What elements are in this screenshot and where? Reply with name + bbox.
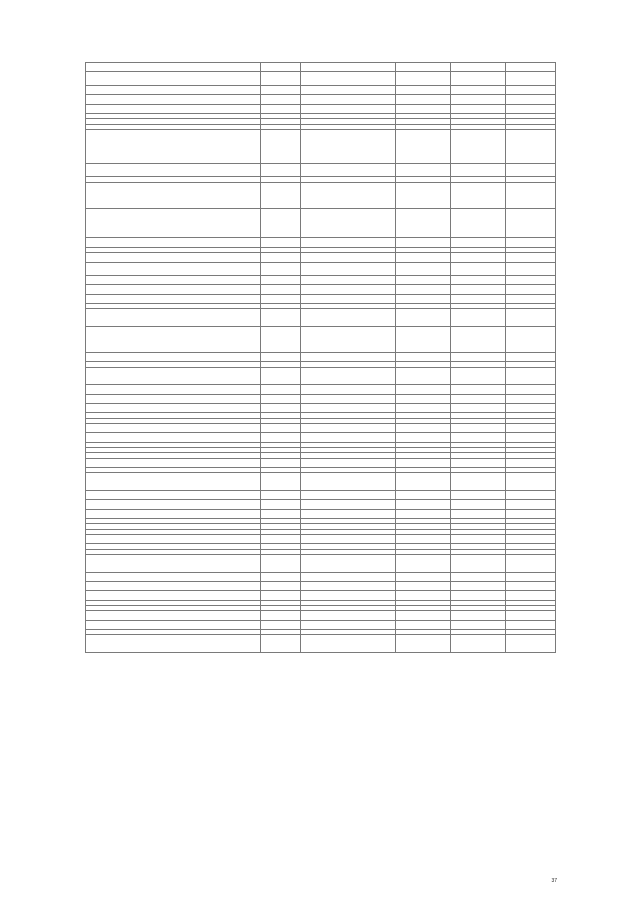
row-amount-remaining-cell	[506, 208, 556, 238]
row-name-cell	[86, 385, 261, 394]
row-amount-planned-cell	[396, 352, 451, 361]
row-amount-executed-cell	[451, 620, 506, 629]
row-amount-planned-cell	[396, 554, 451, 572]
row-code-cell	[261, 591, 301, 600]
row-amount-executed-cell	[451, 423, 506, 432]
row-amount-executed-cell	[451, 458, 506, 467]
row-code-cell	[261, 620, 301, 629]
row-classification-code-cell	[301, 611, 396, 620]
table-row	[86, 620, 556, 629]
row-name-cell	[86, 581, 261, 590]
row-name-cell	[86, 403, 261, 412]
row-amount-executed-cell	[451, 554, 506, 572]
row-classification-code-cell	[301, 327, 396, 353]
row-amount-remaining-cell	[506, 611, 556, 620]
table-row	[86, 285, 556, 294]
row-amount-remaining-cell	[506, 182, 556, 208]
row-name-cell	[86, 620, 261, 629]
row-amount-executed-cell	[451, 129, 506, 163]
row-name-cell	[86, 182, 261, 208]
table-row	[86, 473, 556, 491]
row-classification-code-cell	[301, 403, 396, 412]
row-code-cell	[261, 95, 301, 104]
row-classification-code-cell	[301, 620, 396, 629]
row-classification-code-cell	[301, 509, 396, 518]
table-row	[86, 635, 556, 653]
row-classification-code-cell	[301, 534, 396, 543]
row-amount-planned-cell	[396, 85, 451, 94]
row-code-cell	[261, 490, 301, 499]
row-amount-planned-cell	[396, 534, 451, 543]
row-amount-remaining-cell	[506, 403, 556, 412]
row-amount-remaining-cell	[506, 285, 556, 294]
row-amount-remaining-cell	[506, 572, 556, 581]
row-classification-code-cell	[301, 276, 396, 285]
table-row	[86, 352, 556, 361]
table-row	[86, 208, 556, 238]
table-row	[86, 500, 556, 509]
row-code-cell	[261, 403, 301, 412]
table-row	[86, 253, 556, 262]
row-name-cell	[86, 104, 261, 113]
row-amount-planned-cell	[396, 423, 451, 432]
row-amount-planned-cell	[396, 163, 451, 177]
row-code-cell	[261, 208, 301, 238]
row-amount-executed-cell	[451, 385, 506, 394]
row-amount-executed-cell	[451, 104, 506, 113]
row-code-cell	[261, 367, 301, 385]
table-row	[86, 509, 556, 518]
row-amount-planned-cell	[396, 262, 451, 276]
row-code-cell	[261, 276, 301, 285]
row-classification-code-cell	[301, 591, 396, 600]
row-code-cell	[261, 253, 301, 262]
row-classification-code-cell	[301, 490, 396, 499]
row-amount-remaining-cell	[506, 473, 556, 491]
row-amount-planned-cell	[396, 72, 451, 86]
table-row	[86, 104, 556, 113]
row-name-cell	[86, 611, 261, 620]
row-amount-planned-cell	[396, 394, 451, 403]
row-classification-code-cell	[301, 554, 396, 572]
row-name-cell	[86, 458, 261, 467]
row-amount-remaining-cell	[506, 581, 556, 590]
row-amount-planned-cell	[396, 129, 451, 163]
table-row	[86, 534, 556, 543]
row-code-cell	[261, 385, 301, 394]
row-name-cell	[86, 591, 261, 600]
row-amount-planned-cell	[396, 611, 451, 620]
row-name-cell	[86, 72, 261, 86]
row-name-cell	[86, 238, 261, 247]
row-amount-remaining-cell	[506, 352, 556, 361]
row-name-cell	[86, 95, 261, 104]
row-amount-planned-cell	[396, 509, 451, 518]
row-amount-planned-cell	[396, 458, 451, 467]
row-name-cell	[86, 490, 261, 499]
row-amount-executed-cell	[451, 635, 506, 653]
table-row	[86, 276, 556, 285]
table-row	[86, 262, 556, 276]
row-amount-executed-cell	[451, 253, 506, 262]
row-amount-remaining-cell	[506, 635, 556, 653]
row-amount-remaining-cell	[506, 63, 556, 72]
row-amount-executed-cell	[451, 262, 506, 276]
row-amount-executed-cell	[451, 394, 506, 403]
row-amount-remaining-cell	[506, 238, 556, 247]
row-classification-code-cell	[301, 104, 396, 113]
row-classification-code-cell	[301, 458, 396, 467]
row-classification-code-cell	[301, 129, 396, 163]
row-amount-executed-cell	[451, 490, 506, 499]
row-classification-code-cell	[301, 635, 396, 653]
table-row	[86, 394, 556, 403]
row-amount-remaining-cell	[506, 276, 556, 285]
row-amount-remaining-cell	[506, 490, 556, 499]
row-code-cell	[261, 72, 301, 86]
row-amount-planned-cell	[396, 367, 451, 385]
row-amount-executed-cell	[451, 72, 506, 86]
row-amount-remaining-cell	[506, 458, 556, 467]
table-row	[86, 63, 556, 72]
row-amount-remaining-cell	[506, 433, 556, 442]
table-row	[86, 458, 556, 467]
table-row	[86, 95, 556, 104]
table-row	[86, 554, 556, 572]
row-amount-executed-cell	[451, 208, 506, 238]
row-amount-remaining-cell	[506, 309, 556, 327]
row-name-cell	[86, 294, 261, 303]
table-row	[86, 294, 556, 303]
row-code-cell	[261, 63, 301, 72]
table-row	[86, 423, 556, 432]
row-amount-remaining-cell	[506, 500, 556, 509]
row-amount-remaining-cell	[506, 262, 556, 276]
row-code-cell	[261, 423, 301, 432]
row-amount-remaining-cell	[506, 509, 556, 518]
table-row	[86, 72, 556, 86]
row-amount-planned-cell	[396, 385, 451, 394]
row-code-cell	[261, 500, 301, 509]
row-name-cell	[86, 276, 261, 285]
row-classification-code-cell	[301, 262, 396, 276]
row-code-cell	[261, 554, 301, 572]
row-amount-executed-cell	[451, 367, 506, 385]
row-name-cell	[86, 367, 261, 385]
row-name-cell	[86, 327, 261, 353]
row-code-cell	[261, 581, 301, 590]
row-name-cell	[86, 129, 261, 163]
row-amount-executed-cell	[451, 238, 506, 247]
row-amount-remaining-cell	[506, 294, 556, 303]
row-amount-remaining-cell	[506, 327, 556, 353]
row-amount-planned-cell	[396, 253, 451, 262]
row-classification-code-cell	[301, 394, 396, 403]
row-name-cell	[86, 309, 261, 327]
row-amount-remaining-cell	[506, 534, 556, 543]
row-classification-code-cell	[301, 473, 396, 491]
page-number: 37	[551, 878, 557, 884]
row-code-cell	[261, 509, 301, 518]
row-name-cell	[86, 572, 261, 581]
row-amount-executed-cell	[451, 591, 506, 600]
row-amount-planned-cell	[396, 433, 451, 442]
row-amount-executed-cell	[451, 276, 506, 285]
row-classification-code-cell	[301, 309, 396, 327]
row-code-cell	[261, 309, 301, 327]
row-amount-executed-cell	[451, 95, 506, 104]
row-classification-code-cell	[301, 238, 396, 247]
row-code-cell	[261, 238, 301, 247]
row-name-cell	[86, 433, 261, 442]
row-classification-code-cell	[301, 72, 396, 86]
row-code-cell	[261, 327, 301, 353]
row-amount-executed-cell	[451, 403, 506, 412]
row-name-cell	[86, 554, 261, 572]
row-classification-code-cell	[301, 208, 396, 238]
table-row	[86, 85, 556, 94]
table-row	[86, 129, 556, 163]
row-amount-remaining-cell	[506, 129, 556, 163]
row-amount-planned-cell	[396, 182, 451, 208]
row-classification-code-cell	[301, 63, 396, 72]
row-amount-planned-cell	[396, 500, 451, 509]
row-classification-code-cell	[301, 85, 396, 94]
row-amount-executed-cell	[451, 509, 506, 518]
budget-table-body	[86, 63, 556, 653]
row-name-cell	[86, 394, 261, 403]
row-classification-code-cell	[301, 581, 396, 590]
row-classification-code-cell	[301, 423, 396, 432]
row-name-cell	[86, 63, 261, 72]
row-amount-remaining-cell	[506, 367, 556, 385]
row-classification-code-cell	[301, 182, 396, 208]
table-row	[86, 327, 556, 353]
table-row	[86, 385, 556, 394]
row-amount-remaining-cell	[506, 72, 556, 86]
row-code-cell	[261, 182, 301, 208]
budget-table	[85, 62, 556, 653]
row-classification-code-cell	[301, 385, 396, 394]
row-amount-planned-cell	[396, 490, 451, 499]
row-amount-executed-cell	[451, 294, 506, 303]
row-name-cell	[86, 635, 261, 653]
row-name-cell	[86, 208, 261, 238]
row-amount-remaining-cell	[506, 423, 556, 432]
row-amount-executed-cell	[451, 611, 506, 620]
row-amount-remaining-cell	[506, 85, 556, 94]
row-amount-executed-cell	[451, 534, 506, 543]
row-amount-planned-cell	[396, 620, 451, 629]
row-amount-executed-cell	[451, 63, 506, 72]
row-amount-planned-cell	[396, 276, 451, 285]
row-amount-planned-cell	[396, 572, 451, 581]
row-amount-planned-cell	[396, 285, 451, 294]
row-classification-code-cell	[301, 163, 396, 177]
row-amount-executed-cell	[451, 327, 506, 353]
row-code-cell	[261, 433, 301, 442]
row-amount-planned-cell	[396, 309, 451, 327]
row-name-cell	[86, 509, 261, 518]
row-code-cell	[261, 611, 301, 620]
row-amount-remaining-cell	[506, 394, 556, 403]
row-classification-code-cell	[301, 572, 396, 581]
row-name-cell	[86, 534, 261, 543]
row-code-cell	[261, 458, 301, 467]
row-code-cell	[261, 294, 301, 303]
row-amount-remaining-cell	[506, 620, 556, 629]
row-code-cell	[261, 104, 301, 113]
row-amount-planned-cell	[396, 327, 451, 353]
row-amount-planned-cell	[396, 403, 451, 412]
row-classification-code-cell	[301, 352, 396, 361]
row-name-cell	[86, 500, 261, 509]
row-code-cell	[261, 534, 301, 543]
row-amount-executed-cell	[451, 433, 506, 442]
row-name-cell	[86, 253, 261, 262]
row-name-cell	[86, 423, 261, 432]
row-code-cell	[261, 473, 301, 491]
table-row	[86, 490, 556, 499]
row-amount-executed-cell	[451, 500, 506, 509]
row-amount-remaining-cell	[506, 95, 556, 104]
row-code-cell	[261, 285, 301, 294]
row-name-cell	[86, 352, 261, 361]
row-amount-remaining-cell	[506, 591, 556, 600]
row-amount-remaining-cell	[506, 385, 556, 394]
table-row	[86, 403, 556, 412]
table-row	[86, 182, 556, 208]
row-amount-remaining-cell	[506, 554, 556, 572]
row-code-cell	[261, 129, 301, 163]
row-amount-planned-cell	[396, 95, 451, 104]
row-amount-planned-cell	[396, 473, 451, 491]
row-amount-planned-cell	[396, 581, 451, 590]
row-name-cell	[86, 163, 261, 177]
row-classification-code-cell	[301, 253, 396, 262]
row-code-cell	[261, 352, 301, 361]
row-amount-planned-cell	[396, 104, 451, 113]
row-classification-code-cell	[301, 285, 396, 294]
row-amount-planned-cell	[396, 238, 451, 247]
table-row	[86, 572, 556, 581]
row-amount-remaining-cell	[506, 163, 556, 177]
row-code-cell	[261, 572, 301, 581]
row-amount-executed-cell	[451, 473, 506, 491]
row-amount-executed-cell	[451, 352, 506, 361]
row-amount-executed-cell	[451, 163, 506, 177]
row-classification-code-cell	[301, 294, 396, 303]
row-amount-planned-cell	[396, 294, 451, 303]
row-amount-planned-cell	[396, 591, 451, 600]
row-code-cell	[261, 163, 301, 177]
table-row	[86, 581, 556, 590]
row-amount-executed-cell	[451, 285, 506, 294]
row-amount-remaining-cell	[506, 104, 556, 113]
row-name-cell	[86, 262, 261, 276]
row-classification-code-cell	[301, 433, 396, 442]
table-row	[86, 309, 556, 327]
row-code-cell	[261, 635, 301, 653]
row-amount-remaining-cell	[506, 253, 556, 262]
row-amount-executed-cell	[451, 309, 506, 327]
table-row	[86, 238, 556, 247]
row-amount-executed-cell	[451, 85, 506, 94]
row-name-cell	[86, 473, 261, 491]
row-amount-planned-cell	[396, 635, 451, 653]
row-amount-planned-cell	[396, 208, 451, 238]
table-row	[86, 591, 556, 600]
row-amount-executed-cell	[451, 572, 506, 581]
row-classification-code-cell	[301, 500, 396, 509]
table-row	[86, 367, 556, 385]
row-amount-planned-cell	[396, 63, 451, 72]
row-code-cell	[261, 85, 301, 94]
row-name-cell	[86, 85, 261, 94]
table-row	[86, 433, 556, 442]
row-classification-code-cell	[301, 367, 396, 385]
table-row	[86, 163, 556, 177]
row-classification-code-cell	[301, 95, 396, 104]
row-name-cell	[86, 285, 261, 294]
row-amount-executed-cell	[451, 182, 506, 208]
row-code-cell	[261, 394, 301, 403]
row-amount-executed-cell	[451, 581, 506, 590]
row-code-cell	[261, 262, 301, 276]
table-row	[86, 611, 556, 620]
